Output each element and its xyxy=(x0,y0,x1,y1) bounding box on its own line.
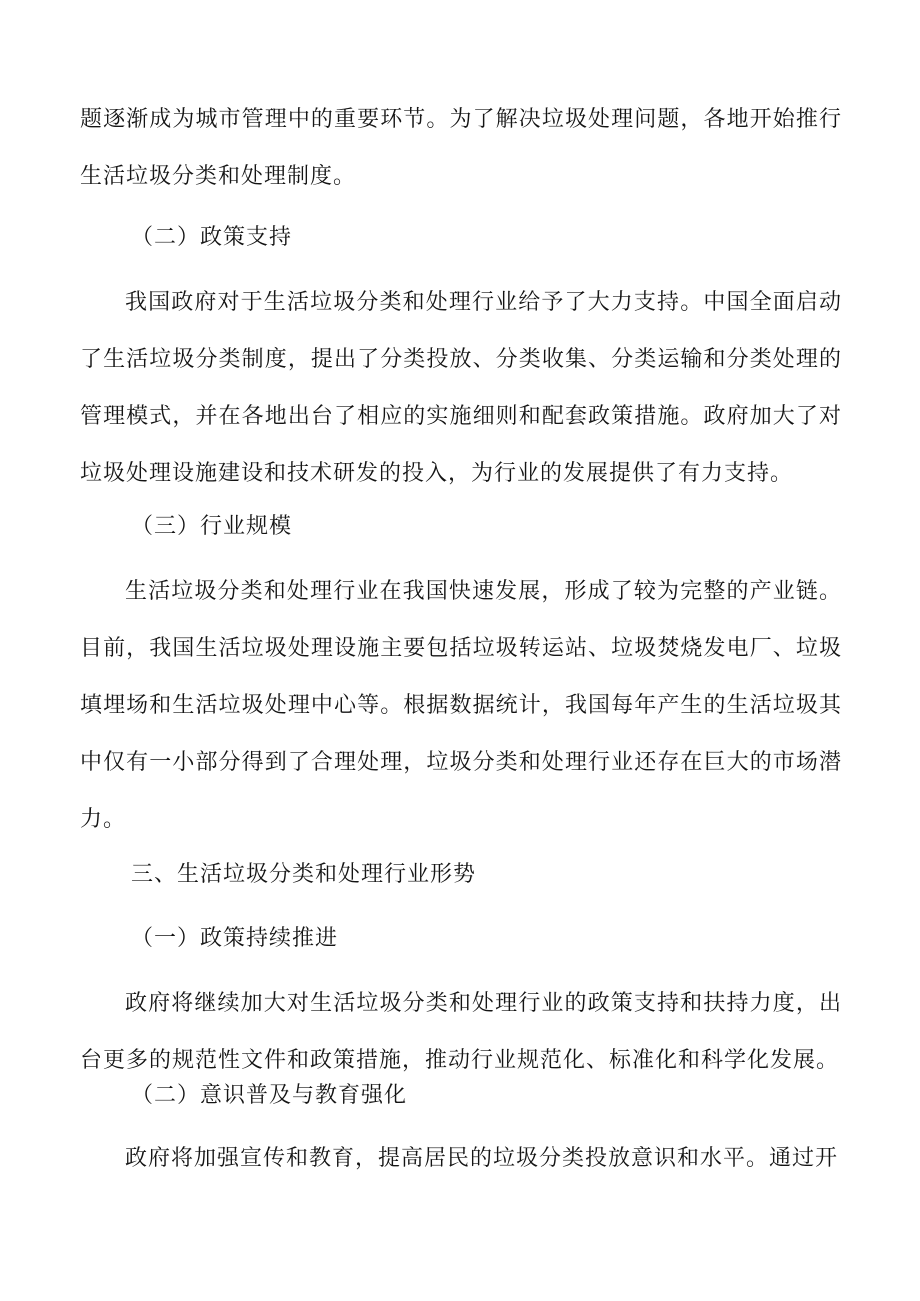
heading-policy-support: （二）政策支持 xyxy=(131,225,293,250)
paragraph-policy-support: 我国政府对于生活垃圾分类和处理行业给予了大力支持。中国全面启动了生活垃圾分类制度，提出了分类投放、分类收集、分类运输和分类处理的管理模式，并在各地出台了相应的实施细则和配套政策措施。政府加大了对垃圾处理设施建设和技术研发的投入，为行业的发展提供了有力支持。 xyxy=(80,290,842,486)
heading-awareness: （二）意识普及与教育强化 xyxy=(131,1083,408,1108)
paragraph-intro: 题逐渐成为城市管理中的重要环节。为了解决垃圾处理问题，各地开始推行生活垃圾分类和处理制度。 xyxy=(80,107,842,189)
heading-industry-scale: （三）行业规模 xyxy=(131,514,293,539)
paragraph-policy-push: 政府将继续加大对生活垃圾分类和处理行业的政策支持和扶持力度，出台更多的规范性文件和政策措施，推动行业规范化、标准化和科学化发展。 xyxy=(80,991,842,1073)
paragraph-industry-scale: 生活垃圾分类和处理行业在我国快速发展，形成了较为完整的产业链。目前，我国生活垃圾处理设施主要包括垃圾转运站、垃圾焚烧发电厂、垃圾填埋场和生活垃圾处理中心等。根据数据统计，我国每年产生的生活垃圾其中仅有一小部分得到了合理处理，垃圾分类和处理行业还存在巨大的市场潜力。 xyxy=(80,579,842,832)
heading-section-three: 三、生活垃圾分类和处理行业形势 xyxy=(131,862,477,887)
heading-policy-push: （一）政策持续推进 xyxy=(131,926,339,951)
paragraph-awareness: 政府将加强宣传和教育，提高居民的垃圾分类投放意识和水平。通过开 xyxy=(125,1146,839,1171)
